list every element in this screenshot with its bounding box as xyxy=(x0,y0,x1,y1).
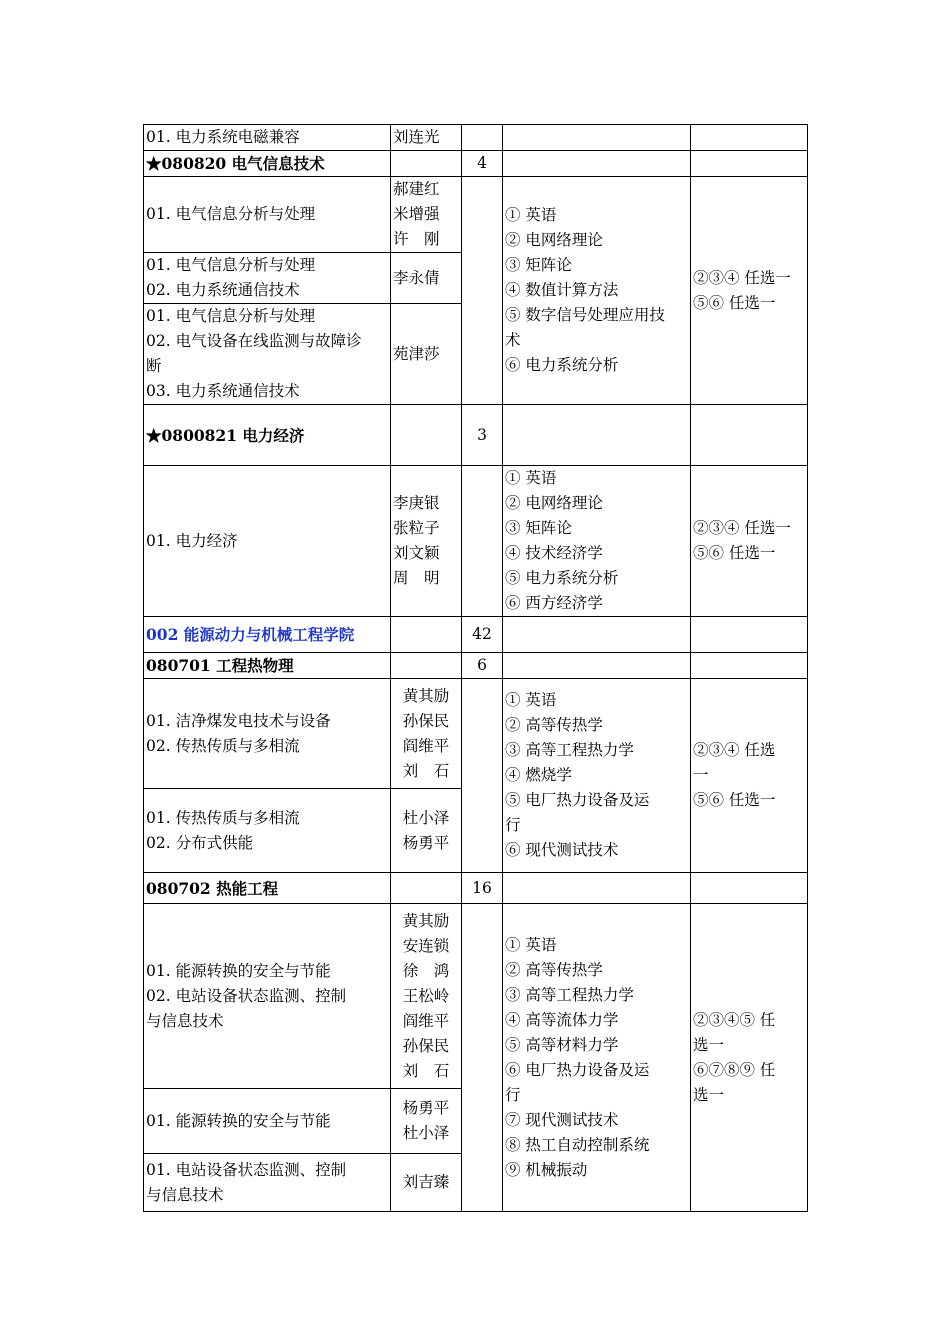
advisor-name: 徐 鸿 xyxy=(402,961,450,980)
direction-cell xyxy=(144,789,391,873)
rule-cell xyxy=(691,653,808,679)
direction-cell xyxy=(144,679,391,789)
direction-cell xyxy=(144,253,391,304)
rule-cell xyxy=(691,151,808,177)
subjects-cell xyxy=(503,653,691,679)
subjects-cell xyxy=(503,904,691,1212)
selection-rule: ②③④ 任选 xyxy=(693,741,776,759)
advisor-name: 黄其励 xyxy=(402,686,450,705)
count-cell xyxy=(462,177,503,405)
advisor-cell xyxy=(391,1154,462,1212)
advisor-cell xyxy=(391,617,462,653)
direction-line: 02. 电站设备状态监测、控制 xyxy=(146,986,347,1005)
enrollment-table xyxy=(143,124,808,1212)
direction-line: 与信息技术 xyxy=(146,1185,224,1204)
subjects-cell xyxy=(503,679,691,873)
exam-subject: ⑤ 数字信号处理应用技 xyxy=(505,306,665,324)
exam-subject: ⑤ 电厂热力设备及运 xyxy=(505,791,650,809)
count-cell xyxy=(462,125,503,151)
exam-subject: ② 高等传热学 xyxy=(505,960,603,979)
direction-line: 01. 电气信息分析与处理 xyxy=(146,307,316,325)
advisor-name: 张粒子 xyxy=(393,519,440,537)
advisor-name: 李庚银 xyxy=(393,494,440,512)
advisor-cell xyxy=(391,1089,462,1154)
advisor-name: 孙保民 xyxy=(402,1036,450,1055)
direction-line: 03. 电力系统通信技术 xyxy=(146,382,300,400)
rule-cell xyxy=(691,125,808,151)
selection-rule: 选一 xyxy=(693,1085,725,1104)
exam-subject: ⑤ 高等材料力学 xyxy=(505,1035,619,1054)
exam-subject: ⑦ 现代测试技术 xyxy=(505,1110,619,1129)
direction-line: 断 xyxy=(146,357,162,375)
advisor-cell xyxy=(391,466,462,617)
exam-subject: ① 英语 xyxy=(505,935,557,954)
major-name: ★080820 电气信息技术 xyxy=(144,151,391,177)
direction-line: 01. 电力系统电磁兼容 xyxy=(146,128,300,146)
table-row xyxy=(144,679,808,789)
rule-cell xyxy=(691,617,808,653)
advisor-name: 苑津莎 xyxy=(393,344,440,363)
exam-subject: ③ 高等工程热力学 xyxy=(505,741,634,759)
exam-subject: ⑥ 西方经济学 xyxy=(505,594,603,612)
table-row xyxy=(144,177,808,253)
exam-subject: ⑨ 机械振动 xyxy=(505,1160,588,1179)
advisor-name: 孙保民 xyxy=(402,711,450,730)
direction-line: 01. 能源转换的安全与节能 xyxy=(146,961,331,980)
direction-cell xyxy=(144,125,391,151)
subjects-cell xyxy=(503,151,691,177)
exam-subject: ⑤ 电力系统分析 xyxy=(505,569,619,587)
selection-rule: 一 xyxy=(693,766,709,784)
advisor-cell xyxy=(391,125,462,151)
advisor-name: 刘 石 xyxy=(402,1061,450,1080)
exam-subject: ② 高等传热学 xyxy=(505,716,603,734)
selection-rule: ⑤⑥ 任选一 xyxy=(693,544,776,562)
selection-rule: ②③④ 任选一 xyxy=(693,268,791,287)
major-count: 6 xyxy=(462,653,503,679)
advisor-name: 李永倩 xyxy=(393,268,440,287)
major-row xyxy=(144,653,808,679)
advisor-name: 刘文颖 xyxy=(393,544,440,562)
advisor-name: 杨勇平 xyxy=(402,1099,450,1117)
advisor-cell xyxy=(391,405,462,466)
advisor-name: 刘吉臻 xyxy=(402,1173,450,1191)
major-count: 3 xyxy=(462,405,503,466)
rule-cell xyxy=(691,177,808,405)
selection-rule: ②③④⑤ 任 xyxy=(693,1010,776,1029)
major-count: 4 xyxy=(462,151,503,177)
advisor-name: 周 明 xyxy=(393,569,440,587)
subjects-cell xyxy=(503,125,691,151)
direction-line: 01. 电气信息分析与处理 xyxy=(146,205,316,223)
subjects-cell xyxy=(503,873,691,904)
exam-subject: ④ 技术经济学 xyxy=(505,544,603,562)
rule-cell xyxy=(691,466,808,617)
direction-line: 02. 传热传质与多相流 xyxy=(146,736,300,755)
exam-subject: ① 英语 xyxy=(505,206,557,224)
advisor-name: 黄其励 xyxy=(402,911,450,930)
count-cell xyxy=(462,679,503,873)
table-row xyxy=(144,125,808,151)
subjects-cell xyxy=(503,177,691,405)
exam-subject: ④ 燃烧学 xyxy=(505,766,572,784)
exam-subject: ② 电网络理论 xyxy=(505,494,603,512)
advisor-name: 杨勇平 xyxy=(402,833,450,852)
exam-subject: ③ 矩阵论 xyxy=(505,256,572,274)
direction-cell xyxy=(144,177,391,253)
exam-subject: ① 英语 xyxy=(505,691,557,709)
direction-line: 01. 洁净煤发电技术与设备 xyxy=(146,711,331,730)
advisor-cell xyxy=(391,873,462,904)
exam-subject: ⑥ 现代测试技术 xyxy=(505,841,619,859)
count-cell xyxy=(462,904,503,1212)
direction-line: 02. 分布式供能 xyxy=(146,833,254,852)
exam-subject: ② 电网络理论 xyxy=(505,231,603,249)
advisor-name: 郝建红 xyxy=(393,180,440,198)
school-row xyxy=(144,617,808,653)
selection-rule: ②③④ 任选一 xyxy=(693,519,791,537)
selection-rule: ⑤⑥ 任选一 xyxy=(693,293,776,312)
direction-line: 02. 电气设备在线监测与故障诊 xyxy=(146,332,362,350)
advisor-cell xyxy=(391,653,462,679)
advisor-name: 阎维平 xyxy=(402,736,450,755)
subjects-cell xyxy=(503,466,691,617)
advisor-cell xyxy=(391,304,462,405)
direction-line: 01. 能源转换的安全与节能 xyxy=(146,1111,331,1130)
exam-subject: ④ 高等流体力学 xyxy=(505,1010,619,1029)
direction-cell xyxy=(144,304,391,405)
exam-subject: ③ 高等工程热力学 xyxy=(505,985,634,1004)
exam-subject: ① 英语 xyxy=(505,469,557,487)
major-count: 16 xyxy=(462,873,503,904)
selection-rule: ⑥⑦⑧⑨ 任 xyxy=(693,1060,776,1079)
rule-cell xyxy=(691,873,808,904)
exam-subject: 行 xyxy=(505,1085,521,1104)
exam-subject: ⑥ 电力系统分析 xyxy=(505,356,619,374)
advisor-cell xyxy=(391,904,462,1089)
count-cell xyxy=(462,466,503,617)
major-row xyxy=(144,405,808,466)
direction-line: 02. 电力系统通信技术 xyxy=(146,281,300,299)
selection-rule: ⑤⑥ 任选一 xyxy=(693,791,776,809)
direction-line: 01. 电力经济 xyxy=(146,531,238,550)
subjects-cell xyxy=(503,405,691,466)
advisor-name: 安连锁 xyxy=(402,936,450,955)
rule-cell xyxy=(691,405,808,466)
advisor-name: 阎维平 xyxy=(402,1011,450,1030)
exam-subject: 行 xyxy=(505,816,521,834)
table-row xyxy=(144,904,808,1089)
advisor-cell xyxy=(391,789,462,873)
table-row xyxy=(144,466,808,617)
direction-cell xyxy=(144,466,391,617)
advisor-name: 许 刚 xyxy=(393,230,440,248)
advisor-name: 刘连光 xyxy=(393,128,440,146)
advisor-cell xyxy=(391,151,462,177)
advisor-name: 米增强 xyxy=(393,205,440,223)
direction-cell xyxy=(144,1154,391,1212)
direction-line: 与信息技术 xyxy=(146,1011,224,1030)
exam-subject: 术 xyxy=(505,331,521,349)
advisor-cell xyxy=(391,253,462,304)
direction-line: 01. 传热传质与多相流 xyxy=(146,808,300,827)
direction-line: 01. 电气信息分析与处理 xyxy=(146,256,316,274)
exam-subject: ④ 数值计算方法 xyxy=(505,281,619,299)
advisor-name: 杜小泽 xyxy=(402,1124,450,1142)
advisor-name: 杜小泽 xyxy=(402,808,450,827)
major-name: 080702 热能工程 xyxy=(144,873,391,904)
selection-rule: 选一 xyxy=(693,1035,725,1054)
direction-line: 01. 电站设备状态监测、控制 xyxy=(146,1160,347,1179)
major-row xyxy=(144,873,808,904)
advisor-name: 刘 石 xyxy=(402,761,450,780)
rule-cell xyxy=(691,904,808,1212)
advisor-name: 王松岭 xyxy=(402,986,450,1005)
major-row xyxy=(144,151,808,177)
advisor-cell xyxy=(391,177,462,253)
major-name: 080701 工程热物理 xyxy=(144,653,391,679)
subjects-cell xyxy=(503,617,691,653)
school-count: 42 xyxy=(462,617,503,653)
exam-subject: ⑥ 电厂热力设备及运 xyxy=(505,1060,650,1079)
school-name: 002 能源动力与机械工程学院 xyxy=(144,617,391,653)
rule-cell xyxy=(691,679,808,873)
advisor-cell xyxy=(391,679,462,789)
major-name: ★0800821 电力经济 xyxy=(144,405,391,466)
exam-subject: ⑧ 热工自动控制系统 xyxy=(505,1135,650,1154)
direction-cell xyxy=(144,1089,391,1154)
exam-subject: ③ 矩阵论 xyxy=(505,519,572,537)
direction-cell xyxy=(144,904,391,1089)
